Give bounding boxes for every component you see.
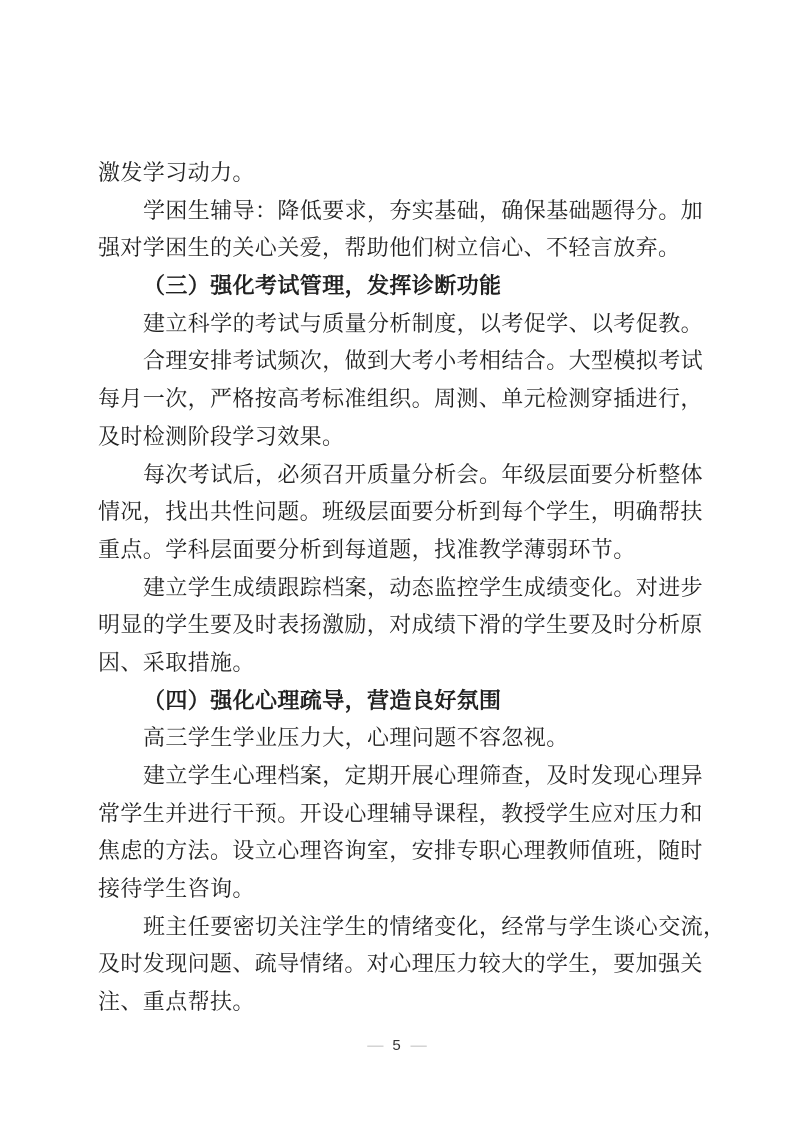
body-line: 常学生并进行干预。开设心理辅导课程，教授学生应对压力和 (98, 800, 703, 826)
page-footer (0, 1034, 793, 1058)
body-line: 班主任要密切关注学生的情绪变化，经常与学生谈心交流， (143, 913, 726, 939)
body-line: 焦虑的方法。设立心理咨询室，安排专职心理教师值班，随时 (98, 838, 703, 864)
body-line: 及时检测阶段学习效果。 (98, 423, 345, 449)
body-line: 合理安排考试频次，做到大考小考相结合。大型模拟考试 (143, 348, 704, 374)
body-line: 学困生辅导：降低要求，夯实基础，确保基础题得分。加 (143, 197, 704, 223)
body-line: 重点。学科层面要分析到每道题，找准教学薄弱环节。 (98, 536, 636, 562)
body-line: 建立科学的考试与质量分析制度，以考促学、以考促教。 (143, 310, 704, 336)
body-line: 及时发现问题、疏导情绪。对心理压力较大的学生，要加强关 (98, 951, 703, 977)
body-line: 每月一次，严格按高考标准组织。周测、单元检测穿插进行， (98, 386, 703, 412)
body-line: 情况，找出共性问题。班级层面要分析到每个学生，明确帮扶 (98, 499, 703, 525)
body-line: 激发学习动力。 (98, 160, 255, 185)
body-line: 明显的学生要及时表扬激励，对成绩下滑的学生要及时分析原 (98, 612, 703, 638)
footer-dash-left: — (367, 1037, 383, 1054)
body-line: 建立学生心理档案，定期开展心理筛查，及时发现心理异 (143, 763, 704, 788)
document-body (98, 154, 726, 1021)
heading-line: （三）强化考试管理，发挥诊断功能 (143, 273, 502, 299)
body-line: 强对学困生的关心关爱，帮助他们树立信心、不轻言放弃。 (98, 235, 681, 261)
page-number: 5 (392, 1037, 401, 1054)
body-line: 注、重点帮扶。 (98, 989, 255, 1015)
body-line: 因、采取措施。 (98, 649, 255, 675)
body-line: 高三学生学业压力大，心理问题不容忽视。 (143, 725, 569, 751)
body-line: 建立学生成绩跟踪档案，动态监控学生成绩变化。对进步 (143, 574, 704, 600)
heading-line: （四）强化心理疏导，营造良好氛围 (143, 687, 502, 713)
body-line: 每次考试后，必须召开质量分析会。年级层面要分析整体 (143, 461, 704, 487)
body-line: 接待学生咨询。 (98, 876, 255, 902)
footer-dash-right: — (410, 1037, 426, 1054)
